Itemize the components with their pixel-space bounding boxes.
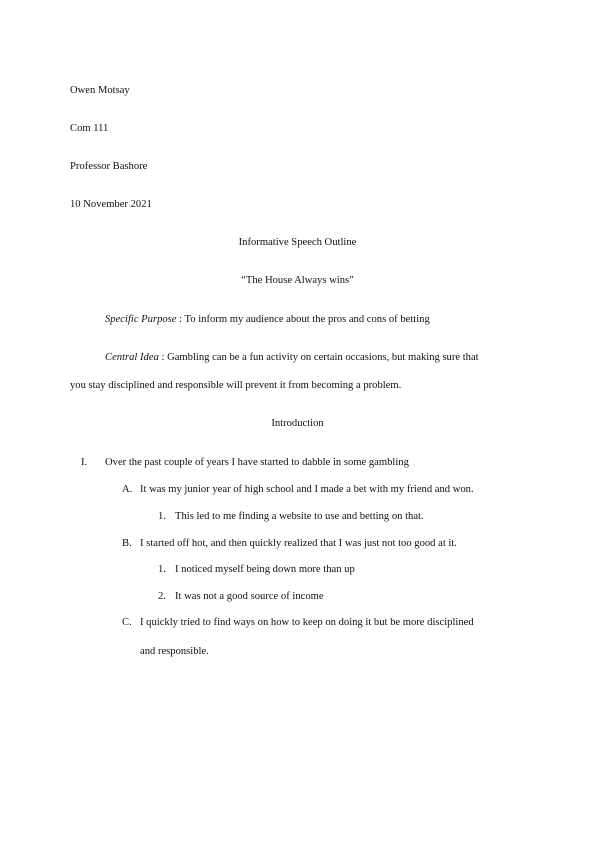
outline-item-b: I started off hot, and then quickly realized that I was just not too good at it. xyxy=(140,538,457,549)
author-name: Owen Motsay xyxy=(70,85,130,96)
outline-item-a: It was my junior year of high school and I made a bet with my friend and won. xyxy=(140,484,474,495)
central-idea-text-line1: : Gambling can be a fun activity on certain occasions, but making sure that xyxy=(158,352,479,363)
outline-item-c-line2: and responsible. xyxy=(140,646,209,657)
professor-name: Professor Bashore xyxy=(70,161,148,172)
outline-item-c-line1: I quickly tried to find ways on how to keep on doing it but be more disciplined xyxy=(140,617,474,628)
outline-item-b1: I noticed myself being down more than up xyxy=(175,564,355,575)
outline-marker-b: B. xyxy=(122,538,132,549)
specific-purpose xyxy=(105,313,430,326)
outline-marker-i: I. xyxy=(81,457,88,468)
document-title: Informative Speech Outline xyxy=(238,237,357,248)
central-idea-text-line2: you stay disciplined and responsible will prevent it from becoming a problem. xyxy=(70,380,402,391)
specific-purpose-text: : To inform my audience about the pros and cons of betting xyxy=(176,314,430,325)
outline-item-a1: This led to me finding a website to use and betting on that. xyxy=(175,511,424,522)
outline-marker-a: A. xyxy=(122,484,133,495)
specific-purpose-label: Specific Purpose xyxy=(105,314,177,325)
central-idea-label: Central Idea xyxy=(105,352,159,363)
outline-marker-a1: 1. xyxy=(158,511,166,522)
speech-title: “The House Always wins” xyxy=(241,275,354,286)
outline-item-b2: It was not a good source of income xyxy=(175,591,324,602)
outline-item-i: Over the past couple of years I have started to dabble in some gambling xyxy=(105,457,409,468)
section-heading-introduction: Introduction xyxy=(271,418,324,429)
course-name: Com 111 xyxy=(70,123,109,134)
outline-marker-b1: 1. xyxy=(158,564,166,575)
document-date: 10 November 2021 xyxy=(70,199,152,210)
central-idea xyxy=(105,351,479,364)
outline-marker-b2: 2. xyxy=(158,591,166,602)
outline-marker-c: C. xyxy=(122,617,132,628)
